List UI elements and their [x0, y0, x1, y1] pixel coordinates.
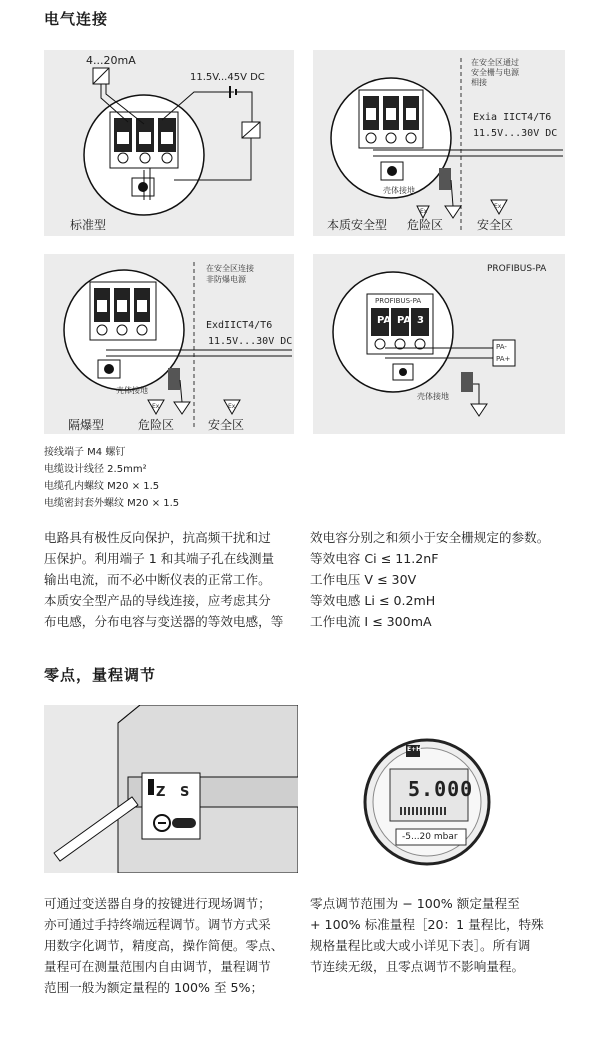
text-line: 用数字化调节，精度高，操作简便。零点、	[44, 938, 284, 953]
panel-caption-standard: 标准型	[70, 218, 107, 232]
wiring-notes	[44, 444, 179, 512]
profibus-wiring-diagram	[313, 254, 565, 434]
zone-hazardous: 危险区	[407, 218, 444, 232]
ex-mark: Ex	[494, 203, 502, 210]
spec-inductance: 等效电感 Li ≤ 0.2mH	[310, 593, 436, 608]
pa-plus-label: PA+	[496, 355, 511, 363]
display-drawing	[362, 737, 492, 867]
safe-area-note-1: 在安全区通过	[471, 58, 519, 67]
current-label: 4...20mA	[86, 54, 136, 67]
text-line: 量程可在测量范围内自由调节，量程调节	[44, 959, 271, 974]
display-range-label: -5...20 mbar	[402, 832, 458, 842]
housing-ground-label: 壳体接地	[383, 186, 415, 195]
zero-span-illustration	[44, 705, 298, 873]
intrinsic-parameters	[310, 527, 549, 632]
note-gland-thread: 电缆密封套外螺纹 M20 × 1.5	[44, 498, 180, 509]
zone-safe: 安全区	[477, 218, 514, 232]
text-line: 零点调节范围为 − 100% 额定量程至	[310, 896, 520, 911]
zero-range-paragraph	[310, 893, 544, 977]
pa-minus-label: PA-	[496, 343, 507, 351]
text-line: 电路具有极性反向保护，抗高频干扰和过	[44, 530, 271, 545]
safe-area-note-1: 在安全区连接	[206, 264, 254, 273]
housing-ground-label: 壳体接地	[116, 386, 148, 395]
wiring-panel-intrinsic	[313, 50, 565, 236]
text-line: 可通过变送器自身的按键进行现场调节；	[44, 896, 271, 911]
spec-capacitance: 等效电容 Ci ≤ 11.2nF	[310, 551, 439, 566]
terminal-pa-2: PA	[397, 315, 412, 326]
wiring-panel-profibus	[313, 254, 565, 434]
text-line: 节连续无级，且零点调节不影响量程。	[310, 959, 525, 974]
text-line: + 100% 标准量程［20：1 量程比，特殊	[310, 917, 544, 932]
ex-mark: Ex	[420, 208, 428, 215]
wiring-panel-flameproof	[44, 254, 294, 434]
protection-paragraph	[44, 527, 283, 632]
safe-area-note-2: 非防爆电源	[206, 275, 246, 284]
text-line: 亦可通过手持终端远程调节。调节方式采	[44, 917, 271, 932]
panel-caption-intrinsic: 本质安全型	[327, 218, 388, 232]
text-line: 范围一般为额定量程的 100% 至 5%；	[44, 980, 264, 995]
ex-mark: Ex	[152, 403, 160, 410]
zone-safe: 安全区	[208, 418, 245, 432]
display-illustration	[362, 737, 492, 867]
display-value: 5.000	[408, 777, 474, 801]
text-line: 布电感，分布电容与变送器的等效电感，等	[44, 614, 284, 629]
note-cable-entry-thread: 电缆孔内螺纹 M20 × 1.5	[44, 481, 160, 492]
text-line: 输出电流，而不必中断仪表的正常工作。	[44, 572, 271, 587]
note-terminal-screw: 接线端子 M4 螺钉	[44, 447, 126, 458]
intrinsic-voltage: 11.5V...30V DC	[473, 128, 558, 139]
safe-area-note-2: 安全栅与电源	[471, 68, 519, 77]
intrinsic-rating: Exia IICT4/T6	[473, 112, 552, 123]
safe-area-note-3: 相接	[471, 78, 487, 87]
terminal-pa-1: PA	[377, 315, 392, 326]
brand-logo: E+H	[407, 746, 422, 753]
spec-voltage: 工作电压 V ≤ 30V	[310, 572, 417, 587]
wiring-panel-standard	[44, 50, 294, 236]
terminal-3: 3	[417, 315, 424, 326]
intrinsic-wiring-diagram	[313, 50, 565, 236]
ex-mark: Ex	[228, 403, 236, 410]
flameproof-voltage: 11.5V...30V DC	[208, 336, 293, 347]
text-line: 效电容分别之和须小于安全栅规定的参数。	[310, 530, 550, 545]
profibus-title: PROFIBUS-PA	[487, 264, 547, 274]
flameproof-rating: ExdIICT4/T6	[206, 320, 273, 331]
zero-span-drawing	[44, 705, 298, 873]
section-title-zero-span: 零点，量程调节	[44, 666, 157, 684]
voltage-label: 11.5V...45V DC	[190, 72, 265, 83]
text-line: 本质安全型产品的导线连接，应考虑其分	[44, 593, 271, 608]
note-cable-gauge: 电缆设计线径 2.5mm²	[44, 464, 147, 475]
panel-caption-flameproof: 隔爆型	[68, 418, 105, 432]
section-title-wiring: 电气连接	[44, 10, 109, 28]
profibus-module-title: PROFIBUS-PA	[375, 297, 422, 305]
spec-current: 工作电流 I ≤ 300mA	[310, 614, 432, 629]
housing-ground-label: 壳体接地	[417, 392, 449, 401]
span-button-label[interactable]: S	[180, 785, 190, 800]
adjustment-paragraph	[44, 893, 283, 998]
zero-button-label[interactable]: Z	[156, 785, 166, 800]
text-line: 规格量程比或大或小详见下表］。所有调	[310, 938, 531, 953]
text-line: 压保护。利用端子 1 和其端子孔在线测量	[44, 551, 275, 566]
zone-hazardous: 危险区	[138, 418, 175, 432]
